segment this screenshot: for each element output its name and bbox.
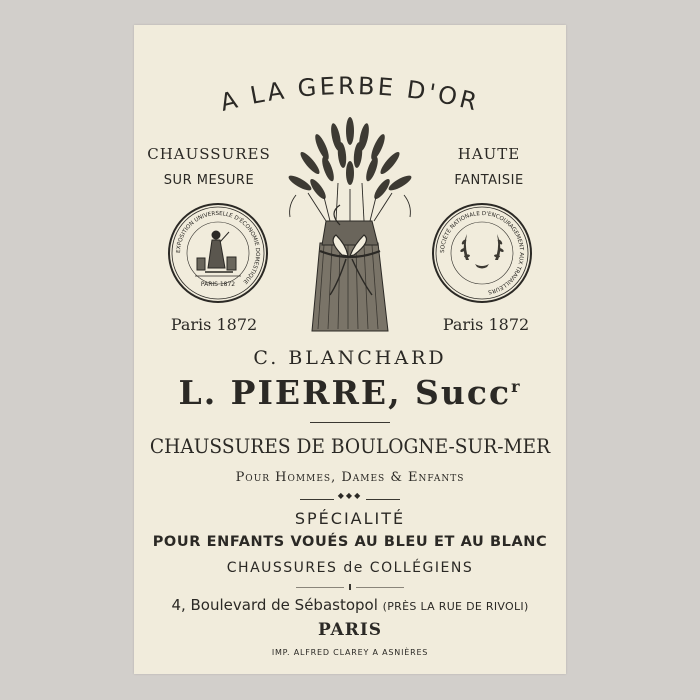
ornament-right bbox=[366, 499, 400, 500]
successor-name: L. PIERRE, Succ$^r$ bbox=[178, 373, 522, 412]
thin-rule-right bbox=[356, 587, 404, 588]
city-line: PARIS bbox=[317, 620, 383, 640]
right-heading: HAUTE bbox=[457, 145, 521, 163]
svg-text:EXPOSITION UNIVERSELLE D'ÉCONO: EXPOSITION UNIVERSELLE D'ÉCONOMIE DOMESTIQUE bbox=[175, 210, 261, 285]
shop-title: A LA GERBE D'OR bbox=[217, 71, 483, 117]
left-subheading: SUR MESURE bbox=[163, 173, 255, 188]
right-medal-caption: Paris 1872 bbox=[442, 315, 530, 334]
svg-text:PARIS 1872: PARIS 1872 bbox=[200, 281, 236, 288]
audience-line: Pour Hommes, Dames & Enfants bbox=[235, 470, 465, 485]
owner-name: C. BLANCHARD bbox=[253, 347, 447, 369]
medal-allegory-icon bbox=[167, 202, 269, 304]
wheat-sheaf-icon bbox=[280, 113, 420, 335]
address-line: 4, Boulevard de Sébastopol (PRÈS LA RUE DE RIVOLI) bbox=[171, 596, 529, 614]
left-medal-caption: Paris 1872 bbox=[170, 315, 258, 334]
specialty-line: POUR ENFANTS VOUÉS AU BLEU ET AU BLANC bbox=[152, 534, 548, 550]
printer-imprint: IMP. ALFRED CLAREY A ASNIÈRES bbox=[271, 648, 429, 657]
thin-rule-left bbox=[296, 587, 344, 588]
short-divider bbox=[349, 584, 351, 590]
medal-laurel-wreath-icon bbox=[431, 202, 533, 304]
left-heading: CHAUSSURES bbox=[147, 145, 271, 163]
trade-card bbox=[134, 25, 566, 674]
collegians-line: CHAUSSURES de COLLÉGIENS bbox=[226, 560, 474, 576]
product-line: CHAUSSURES DE BOULOGNE-SUR-MER bbox=[149, 434, 551, 458]
right-subheading: FANTAISIE bbox=[454, 173, 524, 188]
svg-text:SOCIÉTÉ NATIONALE D'ENCOURAGEM: SOCIÉTÉ NATIONALE D'ENCOURAGEMENT AUX TRAVAILLEURS bbox=[439, 210, 525, 295]
divider-line bbox=[310, 422, 390, 423]
specialty-heading: SPÉCIALITÉ bbox=[294, 509, 406, 528]
ornament-diamonds: ◆◆◆ bbox=[337, 491, 363, 500]
